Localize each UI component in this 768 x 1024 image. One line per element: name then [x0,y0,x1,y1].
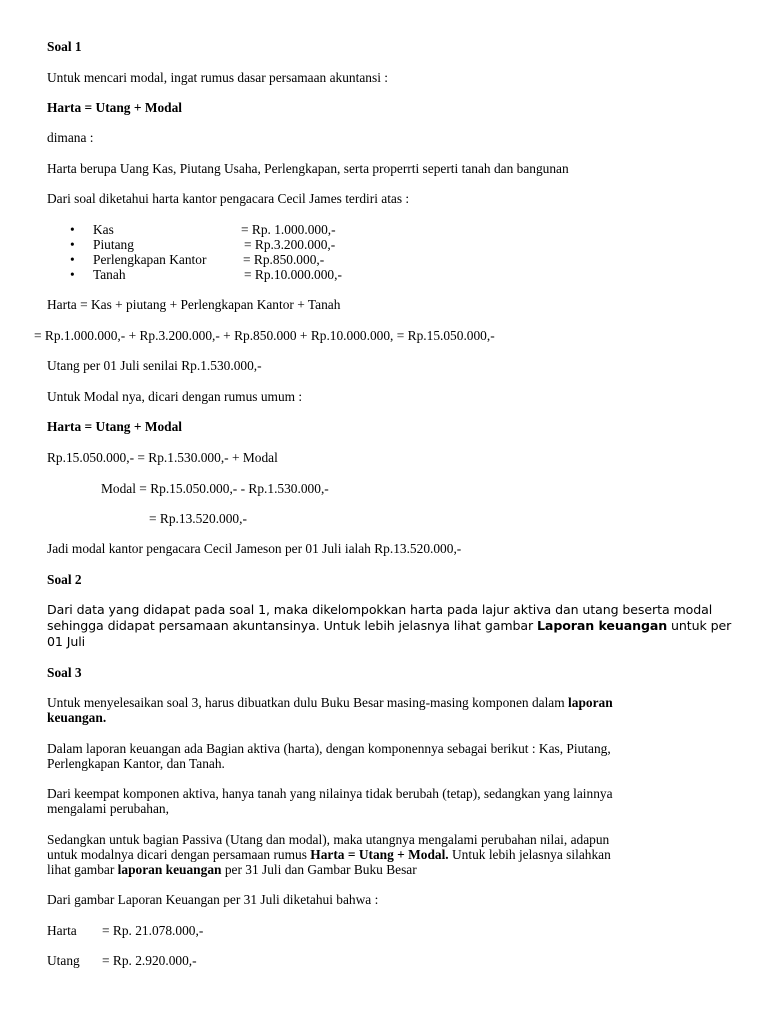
bullet-icon: • [70,237,75,252]
soal3-para3-line1: Dari keempat komponen aktiva, hanya tanah yang nilainya tidak berubah (tetap), sedangkan yang lainnya [47,786,613,801]
soal3-text: untuk modalnya dicari dengan persamaan rumus [47,847,311,862]
calc-line-3: = Rp.13.520.000,- [149,511,247,526]
utang-final-value: = Rp. 2.920.000,- [102,953,197,968]
soal3-para4-line2 [47,847,611,862]
asset-label: Piutang [93,237,134,252]
soal3-para2-line2: Perlengkapan Kantor, dan Tanah. [47,756,225,771]
laporan-keuangan-bold: laporan keuangan [117,862,222,877]
soal3-text: Untuk menyelesaikan soal 3, harus dibuatkan dulu Buku Besar masing-masing komponen dalam [47,695,569,710]
soal3-text-end: Untuk lebih jelasnya silahkan [448,847,611,862]
dimana-text: dimana : [47,130,94,145]
harta-calc-line: = Rp.1.000.000,- + Rp.3.200.000,- + Rp.850.000 + Rp.10.000.000, = Rp.15.050.000,- [34,328,495,343]
soal3-para3-line2: mengalami perubahan, [47,801,169,816]
laporan-keuangan-bold: Laporan keuangan [537,618,668,633]
soal3-para4-line3 [47,862,417,877]
diketahui-text: Dari soal diketahui harta kantor pengacara Cecil James terdiri atas : [47,191,410,206]
modal-intro: Untuk Modal nya, dicari dengan rumus umum : [47,389,303,404]
soal2-heading: Soal 2 [47,572,82,587]
soal3-para1-line1 [47,695,613,710]
soal3-heading: Soal 3 [47,665,82,680]
intro-text: Untuk mencari modal, ingat rumus dasar persamaan akuntansi : [47,70,388,85]
formula-heading: Harta = Utang + Modal [47,100,183,115]
soal1-heading: Soal 1 [47,39,82,54]
soal2-line-1: Dari data yang didapat pada soal 1, maka dikelompokkan harta pada lajur aktiva dan utang beserta modal [47,602,713,617]
soal2-text: sehingga didapat persamaan akuntansinya. Untuk lebih jelasnya lihat gambar [47,618,537,633]
soal2-line-3: 01 Juli [47,634,86,649]
calc-line-1: Rp.15.050.000,- = Rp.1.530.000,- + Modal [47,450,278,465]
soal3-para4-line1: Sedangkan untuk bagian Passiva (Utang dan modal), maka utangnya mengalami perubahan nilai, adapun [47,832,610,847]
bullet-icon: • [70,252,75,267]
soal3-para2-line1: Dalam laporan keuangan ada Bagian aktiva (harta), dengan komponennya sebagai berikut : Kas, Piutang, [47,741,611,756]
bullet-icon: • [70,222,75,237]
asset-label: Perlengkapan Kantor [93,252,207,267]
soal3-text: lihat gambar [47,862,118,877]
asset-value: = Rp.3.200.000,- [244,237,336,252]
harta-final-label: Harta [47,923,77,938]
harta-description: Harta berupa Uang Kas, Piutang Usaha, Perlengkapan, serta properrti seperti tanah dan bangunan [47,161,569,176]
asset-label: Tanah [93,267,126,282]
utang-line: Utang per 01 Juli senilai Rp.1.530.000,- [47,358,262,373]
asset-value: = Rp.10.000.000,- [244,267,342,282]
calc-line-2: Modal = Rp.15.050.000,- - Rp.1.530.000,- [101,481,329,496]
soal2-text-end: untuk per [667,618,732,633]
asset-label: Kas [93,222,114,237]
formula-bold: Harta = Utang + Modal. [310,847,449,862]
soal3-para1-line2: keuangan. [47,710,107,725]
laporan-bold: laporan [568,695,613,710]
soal2-line-2 [47,618,731,633]
jadi-conclusion: Jadi modal kantor pengacara Cecil Jameson per 01 Juli ialah Rp.13.520.000,- [47,541,462,556]
harta-final-value: = Rp. 21.078.000,- [102,923,204,938]
soal3-text-end: per 31 Juli dan Gambar Buku Besar [221,862,417,877]
soal3-para5: Dari gambar Laporan Keuangan per 31 Juli diketahui bahwa : [47,892,379,907]
utang-final-label: Utang [47,953,80,968]
harta-sum-line: Harta = Kas + piutang + Perlengkapan Kantor + Tanah [47,297,341,312]
formula-heading-2: Harta = Utang + Modal [47,419,183,434]
asset-value: = Rp. 1.000.000,- [241,222,336,237]
asset-value: = Rp.850.000,- [243,252,325,267]
bullet-icon: • [70,267,75,282]
